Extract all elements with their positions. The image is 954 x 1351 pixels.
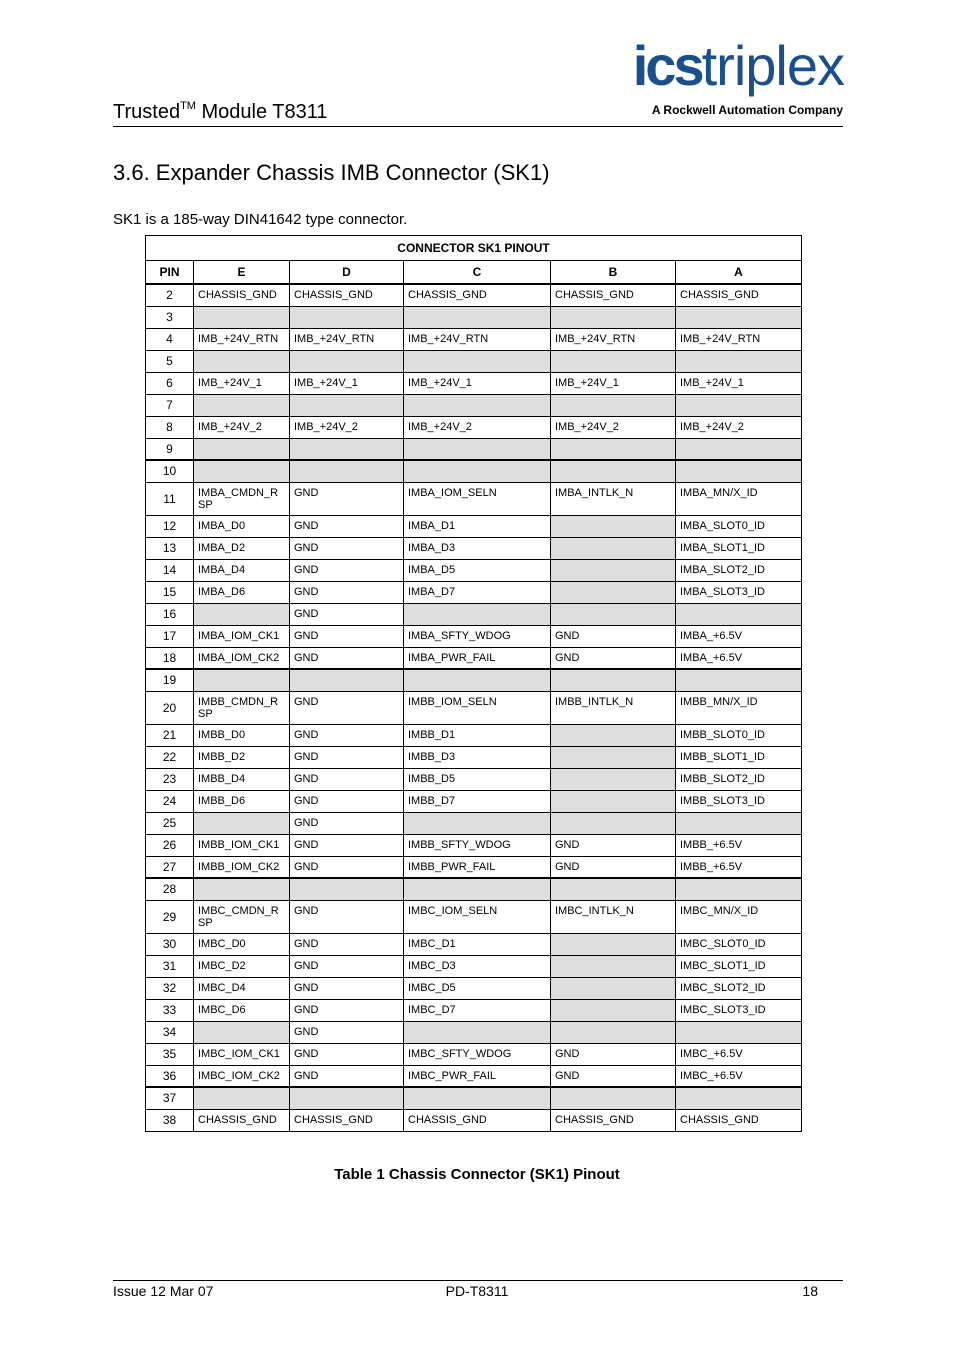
pin-number-cell: 19 xyxy=(146,669,194,691)
pin-number-cell: 31 xyxy=(146,955,194,977)
signal-cell: IMBC_D2 xyxy=(194,955,290,977)
signal-cell: IMBB_SLOT1_ID xyxy=(676,746,802,768)
signal-cell: IMBB_D0 xyxy=(194,724,290,746)
signal-cell: IMB_+24V_RTN xyxy=(194,328,290,350)
intro-paragraph: SK1 is a 185-way DIN41642 type connector. xyxy=(113,211,408,228)
signal-cell xyxy=(290,350,404,372)
signal-cell xyxy=(551,306,676,328)
signal-cell: IMBC_INTLK_N xyxy=(551,900,676,933)
signal-cell: IMBA_SLOT0_ID xyxy=(676,515,802,537)
table-row xyxy=(146,768,802,790)
signal-cell xyxy=(194,878,290,900)
table-row xyxy=(146,933,802,955)
signal-cell: IMBA_CMDN_R SP xyxy=(194,482,290,515)
signal-cell xyxy=(404,1087,551,1109)
signal-cell: IMBA_INTLK_N xyxy=(551,482,676,515)
signal-cell: CHASSIS_GND xyxy=(551,1109,676,1131)
signal-cell xyxy=(194,306,290,328)
table-row xyxy=(146,559,802,581)
table-row xyxy=(146,460,802,482)
signal-cell: IMBB_D4 xyxy=(194,768,290,790)
signal-cell: IMB_+24V_2 xyxy=(290,416,404,438)
signal-cell xyxy=(551,669,676,691)
pin-number-cell: 33 xyxy=(146,999,194,1021)
signal-cell xyxy=(290,438,404,460)
table-row xyxy=(146,1087,802,1109)
footer-page-number: 18 xyxy=(802,1283,818,1299)
signal-cell: IMBB_SLOT2_ID xyxy=(676,768,802,790)
signal-cell: IMBB_MN/X_ID xyxy=(676,691,802,724)
signal-cell xyxy=(290,460,404,482)
signal-cell: IMBA_SFTY_WDOG xyxy=(404,625,551,647)
signal-cell: IMBC_D3 xyxy=(404,955,551,977)
table-row xyxy=(146,416,802,438)
signal-cell xyxy=(551,768,676,790)
signal-cell xyxy=(551,438,676,460)
signal-cell: GND xyxy=(290,724,404,746)
table-row xyxy=(146,306,802,328)
signal-cell: GND xyxy=(290,933,404,955)
signal-cell xyxy=(551,746,676,768)
signal-cell: IMB_+24V_RTN xyxy=(404,328,551,350)
signal-cell: IMBB_D5 xyxy=(404,768,551,790)
signal-cell: GND xyxy=(290,1021,404,1043)
pin-number-cell: 10 xyxy=(146,460,194,482)
signal-cell xyxy=(551,603,676,625)
column-header: B xyxy=(551,261,676,285)
pin-number-cell: 38 xyxy=(146,1109,194,1131)
signal-cell: IMBB_IOM_SELN xyxy=(404,691,551,724)
signal-cell: GND xyxy=(290,977,404,999)
signal-cell: GND xyxy=(290,900,404,933)
signal-cell: IMBA_IOM_CK2 xyxy=(194,647,290,669)
pin-number-cell: 11 xyxy=(146,482,194,515)
signal-cell: CHASSIS_GND xyxy=(404,284,551,306)
table-row xyxy=(146,856,802,878)
signal-cell: IMBA_+6.5V xyxy=(676,625,802,647)
signal-cell xyxy=(194,1021,290,1043)
signal-cell xyxy=(551,1087,676,1109)
signal-cell: GND xyxy=(290,559,404,581)
signal-cell xyxy=(194,1087,290,1109)
pin-number-cell: 4 xyxy=(146,328,194,350)
signal-cell xyxy=(551,955,676,977)
signal-cell xyxy=(551,878,676,900)
pin-number-cell: 3 xyxy=(146,306,194,328)
signal-cell xyxy=(551,460,676,482)
signal-cell xyxy=(404,460,551,482)
signal-cell xyxy=(290,1087,404,1109)
trademark-superscript: TM xyxy=(180,100,196,112)
table-row xyxy=(146,746,802,768)
signal-cell: CHASSIS_GND xyxy=(404,1109,551,1131)
signal-cell xyxy=(676,878,802,900)
signal-cell xyxy=(194,812,290,834)
signal-cell: IMBC_SLOT3_ID xyxy=(676,999,802,1021)
pin-number-cell: 16 xyxy=(146,603,194,625)
signal-cell xyxy=(676,438,802,460)
signal-cell xyxy=(676,1087,802,1109)
pin-number-cell: 25 xyxy=(146,812,194,834)
signal-cell xyxy=(404,306,551,328)
signal-cell xyxy=(290,306,404,328)
signal-cell: GND xyxy=(290,812,404,834)
signal-cell xyxy=(551,581,676,603)
footer-rule xyxy=(113,1280,843,1281)
pin-number-cell: 15 xyxy=(146,581,194,603)
signal-cell xyxy=(676,394,802,416)
signal-cell: IMBA_IOM_CK1 xyxy=(194,625,290,647)
signal-cell xyxy=(404,669,551,691)
signal-cell xyxy=(551,724,676,746)
table-row xyxy=(146,1043,802,1065)
logo-tagline: A Rockwell Automation Company xyxy=(651,103,843,117)
pin-number-cell: 12 xyxy=(146,515,194,537)
signal-cell: GND xyxy=(290,856,404,878)
logo-wordmark-light: triplex xyxy=(701,34,844,97)
signal-cell xyxy=(676,350,802,372)
signal-cell xyxy=(194,603,290,625)
table-row xyxy=(146,691,802,724)
signal-cell: GND xyxy=(290,691,404,724)
signal-cell: IMBC_D7 xyxy=(404,999,551,1021)
signal-cell: IMBC_PWR_FAIL xyxy=(404,1065,551,1087)
signal-cell: IMBB_SLOT0_ID xyxy=(676,724,802,746)
signal-cell: CHASSIS_GND xyxy=(551,284,676,306)
pin-number-cell: 35 xyxy=(146,1043,194,1065)
pin-number-cell: 17 xyxy=(146,625,194,647)
signal-cell xyxy=(551,790,676,812)
signal-cell: GND xyxy=(551,625,676,647)
pin-number-cell: 21 xyxy=(146,724,194,746)
signal-cell: IMBA_D7 xyxy=(404,581,551,603)
signal-cell: IMBA_D5 xyxy=(404,559,551,581)
signal-cell: IMBA_MN/X_ID xyxy=(676,482,802,515)
signal-cell: IMBA_+6.5V xyxy=(676,647,802,669)
column-header: A xyxy=(676,261,802,285)
signal-cell: IMB_+24V_RTN xyxy=(551,328,676,350)
table-row xyxy=(146,372,802,394)
signal-cell: GND xyxy=(290,647,404,669)
signal-cell xyxy=(404,603,551,625)
pin-number-cell: 6 xyxy=(146,372,194,394)
signal-cell: IMBB_+6.5V xyxy=(676,856,802,878)
table-row xyxy=(146,581,802,603)
signal-cell xyxy=(290,394,404,416)
signal-cell: CHASSIS_GND xyxy=(194,284,290,306)
signal-cell: IMBC_IOM_SELN xyxy=(404,900,551,933)
signal-cell: IMBB_SFTY_WDOG xyxy=(404,834,551,856)
table-row xyxy=(146,1065,802,1087)
signal-cell: GND xyxy=(290,1043,404,1065)
table-row xyxy=(146,350,802,372)
signal-cell: GND xyxy=(290,581,404,603)
signal-cell xyxy=(404,438,551,460)
signal-cell: IMBB_D3 xyxy=(404,746,551,768)
pin-number-cell: 18 xyxy=(146,647,194,669)
signal-cell: IMB_+24V_1 xyxy=(676,372,802,394)
signal-cell: GND xyxy=(290,482,404,515)
signal-cell: IMBC_SLOT0_ID xyxy=(676,933,802,955)
signal-cell: IMB_+24V_1 xyxy=(551,372,676,394)
signal-cell: GND xyxy=(290,625,404,647)
table-row xyxy=(146,284,802,306)
table-row xyxy=(146,812,802,834)
pin-number-cell: 27 xyxy=(146,856,194,878)
pin-number-cell: 24 xyxy=(146,790,194,812)
column-header: PIN xyxy=(146,261,194,285)
logo-wordmark xyxy=(633,34,844,98)
pin-number-cell: 26 xyxy=(146,834,194,856)
signal-cell: IMB_+24V_1 xyxy=(290,372,404,394)
signal-cell: IMBC_IOM_CK2 xyxy=(194,1065,290,1087)
signal-cell xyxy=(290,669,404,691)
signal-cell xyxy=(676,1021,802,1043)
signal-cell: CHASSIS_GND xyxy=(194,1109,290,1131)
signal-cell: IMBC_+6.5V xyxy=(676,1043,802,1065)
table-row xyxy=(146,603,802,625)
signal-cell: IMB_+24V_RTN xyxy=(290,328,404,350)
pin-number-cell: 8 xyxy=(146,416,194,438)
table-row xyxy=(146,977,802,999)
signal-cell xyxy=(404,394,551,416)
table-row xyxy=(146,482,802,515)
signal-cell xyxy=(676,669,802,691)
signal-cell: IMBC_CMDN_R SP xyxy=(194,900,290,933)
pin-number-cell: 20 xyxy=(146,691,194,724)
pin-number-cell: 5 xyxy=(146,350,194,372)
column-header: C xyxy=(404,261,551,285)
signal-cell: IMBA_PWR_FAIL xyxy=(404,647,551,669)
pin-number-cell: 32 xyxy=(146,977,194,999)
signal-cell: IMBB_D2 xyxy=(194,746,290,768)
signal-cell: IMBC_D4 xyxy=(194,977,290,999)
signal-cell: GND xyxy=(290,1065,404,1087)
signal-cell xyxy=(676,812,802,834)
signal-cell: IMBB_CMDN_R SP xyxy=(194,691,290,724)
column-header: D xyxy=(290,261,404,285)
table-row xyxy=(146,1109,802,1131)
table-row xyxy=(146,834,802,856)
pin-number-cell: 28 xyxy=(146,878,194,900)
table-row xyxy=(146,900,802,933)
ics-triplex-logo xyxy=(612,34,844,122)
table-row xyxy=(146,625,802,647)
signal-cell xyxy=(551,515,676,537)
pinout-table xyxy=(145,235,802,1132)
signal-cell xyxy=(404,812,551,834)
signal-cell: GND xyxy=(551,856,676,878)
signal-cell: CHASSIS_GND xyxy=(290,1109,404,1131)
signal-cell xyxy=(194,669,290,691)
signal-cell: IMBC_SLOT1_ID xyxy=(676,955,802,977)
table-row xyxy=(146,515,802,537)
pin-number-cell: 9 xyxy=(146,438,194,460)
signal-cell xyxy=(404,878,551,900)
signal-cell: IMBB_SLOT3_ID xyxy=(676,790,802,812)
signal-cell: IMBB_+6.5V xyxy=(676,834,802,856)
signal-cell: GND xyxy=(290,603,404,625)
signal-cell: CHASSIS_GND xyxy=(676,284,802,306)
signal-cell xyxy=(676,306,802,328)
pin-number-cell: 29 xyxy=(146,900,194,933)
pin-number-cell: 36 xyxy=(146,1065,194,1087)
table-row xyxy=(146,647,802,669)
signal-cell: IMBB_D6 xyxy=(194,790,290,812)
footer-doc-id: PD-T8311 xyxy=(445,1283,509,1299)
signal-cell: IMBC_MN/X_ID xyxy=(676,900,802,933)
signal-cell: IMBA_IOM_SELN xyxy=(404,482,551,515)
signal-cell: CHASSIS_GND xyxy=(290,284,404,306)
signal-cell: IMBC_D6 xyxy=(194,999,290,1021)
signal-cell xyxy=(194,350,290,372)
signal-cell: IMBB_D1 xyxy=(404,724,551,746)
signal-cell: GND xyxy=(290,515,404,537)
signal-cell: GND xyxy=(290,746,404,768)
pin-number-cell: 7 xyxy=(146,394,194,416)
table-row xyxy=(146,955,802,977)
table-row xyxy=(146,999,802,1021)
signal-cell: IMBC_D0 xyxy=(194,933,290,955)
signal-cell: IMBB_INTLK_N xyxy=(551,691,676,724)
table-row xyxy=(146,328,802,350)
signal-cell: IMB_+24V_1 xyxy=(404,372,551,394)
signal-cell: GND xyxy=(290,790,404,812)
pin-number-cell: 14 xyxy=(146,559,194,581)
signal-cell: IMBC_IOM_CK1 xyxy=(194,1043,290,1065)
signal-cell: IMBA_D4 xyxy=(194,559,290,581)
signal-cell: IMBA_SLOT2_ID xyxy=(676,559,802,581)
table-row xyxy=(146,790,802,812)
signal-cell: GND xyxy=(551,647,676,669)
signal-cell: IMB_+24V_2 xyxy=(551,416,676,438)
signal-cell: IMBA_D0 xyxy=(194,515,290,537)
signal-cell: GND xyxy=(290,999,404,1021)
signal-cell: IMBC_+6.5V xyxy=(676,1065,802,1087)
logo-wordmark-bold: ics xyxy=(632,34,702,97)
signal-cell: IMB_+24V_2 xyxy=(676,416,802,438)
signal-cell xyxy=(551,537,676,559)
signal-cell: IMB_+24V_RTN xyxy=(676,328,802,350)
signal-cell: IMBC_D5 xyxy=(404,977,551,999)
signal-cell: IMBA_SLOT3_ID xyxy=(676,581,802,603)
signal-cell: IMB_+24V_2 xyxy=(194,416,290,438)
signal-cell xyxy=(290,878,404,900)
signal-cell: GND xyxy=(290,834,404,856)
pin-number-cell: 37 xyxy=(146,1087,194,1109)
signal-cell: CHASSIS_GND xyxy=(676,1109,802,1131)
pin-number-cell: 22 xyxy=(146,746,194,768)
signal-cell xyxy=(194,394,290,416)
signal-cell: GND xyxy=(290,768,404,790)
pin-number-cell: 34 xyxy=(146,1021,194,1043)
footer-issue: Issue 12 Mar 07 xyxy=(113,1283,214,1299)
signal-cell xyxy=(404,350,551,372)
pin-number-cell: 2 xyxy=(146,284,194,306)
signal-cell: IMB_+24V_1 xyxy=(194,372,290,394)
signal-cell xyxy=(404,1021,551,1043)
column-header: E xyxy=(194,261,290,285)
signal-cell: IMBB_IOM_CK1 xyxy=(194,834,290,856)
table-row xyxy=(146,878,802,900)
pin-number-cell: 23 xyxy=(146,768,194,790)
signal-cell: IMBC_D1 xyxy=(404,933,551,955)
signal-cell xyxy=(676,460,802,482)
signal-cell: IMBB_IOM_CK2 xyxy=(194,856,290,878)
signal-cell xyxy=(551,999,676,1021)
signal-cell xyxy=(676,603,802,625)
header-rule xyxy=(113,126,843,127)
header-title-suffix: Module T8311 xyxy=(195,101,328,123)
signal-cell: GND xyxy=(551,834,676,856)
table-row xyxy=(146,537,802,559)
signal-cell: IMBA_D3 xyxy=(404,537,551,559)
signal-cell: IMBC_SFTY_WDOG xyxy=(404,1043,551,1065)
signal-cell xyxy=(551,350,676,372)
signal-cell: IMBC_SLOT2_ID xyxy=(676,977,802,999)
pin-number-cell: 30 xyxy=(146,933,194,955)
signal-cell xyxy=(551,394,676,416)
table-row xyxy=(146,438,802,460)
signal-cell: IMBA_SLOT1_ID xyxy=(676,537,802,559)
signal-cell xyxy=(194,438,290,460)
signal-cell: GND xyxy=(290,955,404,977)
signal-cell xyxy=(551,812,676,834)
signal-cell: IMBB_PWR_FAIL xyxy=(404,856,551,878)
signal-cell: GND xyxy=(551,1043,676,1065)
signal-cell xyxy=(194,460,290,482)
signal-cell: IMBB_D7 xyxy=(404,790,551,812)
table-row xyxy=(146,394,802,416)
signal-cell xyxy=(551,977,676,999)
table-row xyxy=(146,1021,802,1043)
document-header-title xyxy=(113,100,328,124)
signal-cell xyxy=(551,933,676,955)
header-title-prefix: Trusted xyxy=(113,101,181,123)
signal-cell xyxy=(551,559,676,581)
signal-cell: GND xyxy=(290,537,404,559)
signal-cell: IMBA_D1 xyxy=(404,515,551,537)
signal-cell: IMBA_D6 xyxy=(194,581,290,603)
signal-cell xyxy=(551,1021,676,1043)
pin-number-cell: 13 xyxy=(146,537,194,559)
table-title: CONNECTOR SK1 PINOUT xyxy=(146,236,802,261)
table-caption: Table 1 Chassis Connector (SK1) Pinout xyxy=(334,1166,620,1183)
signal-cell: IMBA_D2 xyxy=(194,537,290,559)
signal-cell: IMB_+24V_2 xyxy=(404,416,551,438)
section-heading: 3.6. Expander Chassis IMB Connector (SK1) xyxy=(113,160,550,185)
table-row xyxy=(146,724,802,746)
table-row xyxy=(146,669,802,691)
signal-cell: GND xyxy=(551,1065,676,1087)
